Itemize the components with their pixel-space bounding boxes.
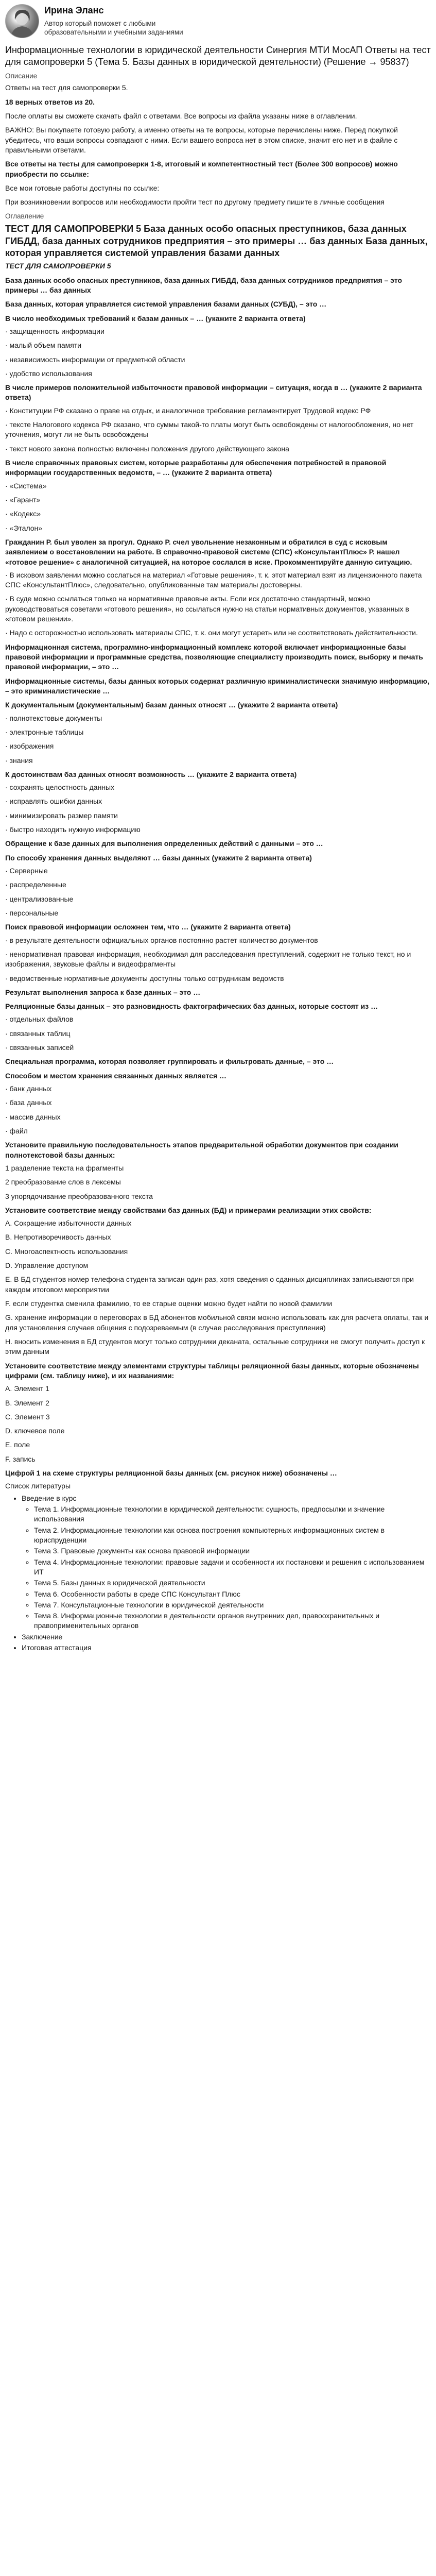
avatar[interactable] (5, 4, 39, 38)
answer-option: 1 разделение текста на фрагменты (5, 1163, 124, 1172)
question: Поиск правовой информации осложнен тем, что … (укажите 2 варианта ответа) (5, 923, 291, 931)
author-name[interactable]: Ирина Эланс (44, 5, 104, 15)
page-title: Информационные технологии в юридической деятельности Синергия МТИ МосАП Ответы на тест для самопроверки 5 (Тема 5. Базы данных в юридической деятельности) (Решение → 95837) (5, 45, 431, 67)
answer-option: · «Гарант» (5, 495, 41, 504)
question: Способом и местом хранения связанных данных является … (5, 1071, 227, 1080)
toc-item[interactable] (22, 1643, 431, 1653)
question: Установите правильную последовательность этапов предварительной обработки документов при создании полнотекстовой базы данных: (5, 1141, 398, 1159)
intro-paragraph: Все ответы на тесты для самопроверки 1-8, итоговый и компетентностный тест (Более 300 вопросов) можно приобрести по ссылке: (5, 160, 398, 178)
questions-section (5, 276, 431, 1479)
question: В числе справочных правовых систем, которые разработаны для обеспечения потребностей в правовой информации государственных ведомств, – … (укажите 2 варианта ответа) (5, 459, 387, 477)
answer-option: B. Непротиворечивость данных (5, 1233, 111, 1242)
intro-paragraph: После оплаты вы сможете скачать файл с ответами. Все вопросы из файла указаны ниже в оглавлении. (5, 112, 357, 121)
answer-option: · исправлять ошибки данных (5, 797, 102, 806)
answer-option: A. Сокращение избыточности данных (5, 1219, 132, 1228)
question: К достоинствам баз данных относят возможность … (укажите 2 варианта ответа) (5, 770, 297, 778)
toc-item-label: Итоговая аттестация (22, 1643, 92, 1652)
content-subheading: ТЕСТ ДЛЯ САМОПРОВЕРКИ 5 (5, 262, 111, 270)
question: База данных особо опасных преступников, база данных ГИБДД, база данных сотрудников предприятия – это примеры … баз данных (5, 276, 403, 294)
toc-subitem[interactable]: ◦ Тема 5. Базы данных в юридической деятельности (34, 1578, 431, 1588)
question: По способу хранения данных выделяют … базы данных (укажите 2 варианта ответа) (5, 853, 312, 862)
answer-option: B. Элемент 2 (5, 1398, 49, 1407)
answer-option: · ведомственные нормативные документы доступны только сотрудникам ведомств (5, 974, 284, 982)
answer-option: · «Система» (5, 481, 47, 490)
intro-paragraph: 18 верных ответов из 20. (5, 97, 95, 106)
answer-option: · «Эталон» (5, 523, 43, 532)
answer-option: · отдельных файлов (5, 1015, 74, 1024)
answer-option: A. Элемент 1 (5, 1384, 49, 1393)
answer-option: · связанных записей (5, 1043, 74, 1052)
intro-paragraph: Ответы на тест для самопроверки 5. (5, 83, 128, 92)
answer-option: · знания (5, 756, 33, 765)
answer-option: E. В БД студентов номер телефона студента записан один раз, хотя сведения о сданных дисциплинах записываются при каждом итоговом мероприятии (5, 1275, 414, 1294)
answer-option: G. хранение информации о переговорах в БД абонентов мобильной связи можно использовать как для расчета оплаты, так и для установления случаев общения с подозреваемым (в случае расследования преступления) (5, 1313, 429, 1332)
answer-option: · минимизировать размер памяти (5, 811, 118, 820)
answer-option: · малый объем памяти (5, 341, 82, 350)
toc-label: Список литературы (5, 1482, 71, 1490)
question: База данных, которая управляется системой управления базами данных (СУБД), – это … (5, 300, 327, 309)
toc-subitem[interactable]: ◦ Тема 3. Правовые документы как основа правовой информации (34, 1546, 431, 1556)
author-info (44, 4, 188, 37)
answer-option: · удобство использования (5, 369, 92, 378)
answer-option: · Серверные (5, 867, 48, 875)
answer-option: · сохранять целостность данных (5, 783, 115, 792)
answer-option: 2 преобразование слов в лексемы (5, 1178, 121, 1187)
answer-option: F. запись (5, 1454, 36, 1463)
question: Информационная система, программно-информационный комплекс которой включает информационные базы правовой информации и программные средства, позволяющие специалисту производить поиск, выборку и печать правовой информации, – это … (5, 642, 423, 671)
intro-section (5, 83, 431, 207)
toc-list (5, 1494, 431, 1653)
toc-subitem[interactable]: ◦ Тема 2. Информационные технологии как основа построения компьютерных информационных систем в юриспруденции (34, 1526, 431, 1546)
answer-option: · независимость информации от предметной области (5, 355, 185, 364)
question: В число необходимых требований к базам данных – … (укажите 2 варианта ответа) (5, 314, 306, 323)
question: В числе примеров положительной избыточности правовой информации – ситуация, когда в … (укажите 2 варианта ответа) (5, 383, 422, 402)
content-heading: ТЕСТ ДЛЯ САМОПРОВЕРКИ 5 База данных особо опасных преступников, база данных ГИБДД, база данных сотрудников предприятия – это примеры … баз данных База данных, которая управляется системой управления базами данных (5, 224, 428, 258)
answer-option: F. если студентка сменила фамилию, то ее старые оценки можно будет найти по новой фамилии (5, 1299, 333, 1308)
toc-subitem[interactable]: ◦ Тема 8. Информационные технологии в деятельности органов внутренних дел, правоохранительных и правоприменительных органов (34, 1611, 431, 1631)
question: Цифрой 1 на схеме структуры реляционной базы данных (см. рисунок ниже) обозначены … (5, 1469, 337, 1478)
question: Реляционные базы данных – это разновидность фактографических баз данных, которые состоят из … (5, 1002, 378, 1011)
answer-option: · база данных (5, 1098, 52, 1107)
answer-option: · защищенность информации (5, 327, 104, 335)
question: Специальная программа, которая позволяет группировать и фильтровать данные, – это … (5, 1057, 334, 1066)
answer-option: · текст нового закона полностью включены положения другого действующего закона (5, 444, 289, 453)
description-label: Описание (5, 72, 38, 80)
question: Гражданин Р. был уволен за прогул. Однако Р. счел увольнение незаконным и обратился в суд с исковым заявлением о восстановлении на работе. В справочно-правовой системе (СПС) «КонсультантПлюс» Р. нашел «готовое решение» с аналогичной ситуацией, на которое сослался в иске. Прокомментируйте данную ситуацию. (5, 537, 412, 566)
intro-paragraph: Все мои готовые работы доступны по ссылке: (5, 183, 160, 192)
toc-sublist (22, 1504, 431, 1631)
answer-option: C. Многоаспектность использования (5, 1247, 128, 1256)
answer-option: · в результате деятельности официальных органов постоянно растет количество документов (5, 936, 318, 944)
toc-item-label: Заключение (22, 1632, 63, 1641)
toc-subitem[interactable]: ◦ Тема 4. Информационные технологии: правовые задачи и особенности их постановки и решения с использованием ИТ (34, 1557, 431, 1578)
answer-option: 3 упорядочивание преобразованного текста (5, 1192, 153, 1200)
question: Информационные системы, базы данных которых содержат различную криминалистически значимую информацию, – это криминалистические … (5, 676, 429, 695)
toc-subitem[interactable]: ◦ Тема 6. Особенности работы в среде СПС Консультант Плюс (34, 1589, 431, 1599)
answer-option: · связанных таблиц (5, 1029, 71, 1038)
author-card (5, 4, 431, 38)
toc-item[interactable] (22, 1632, 431, 1642)
answer-option: D. ключевое поле (5, 1427, 65, 1435)
answer-option: C. Элемент 3 (5, 1412, 50, 1421)
answer-option: · Надо с осторожностью использовать материалы СПС, т. к. они могут устареть или не соответствовать действительности. (5, 629, 418, 637)
answer-option: · быстро находить нужную информацию (5, 825, 141, 834)
intro-paragraph: При возникновении вопросов или необходимости пройти тест по другому предмету пишите в личные сообщения (5, 198, 385, 207)
answer-option: · Конституции РФ сказано о праве на отдых, и аналогичное требование регламентирует Трудовой кодекс РФ (5, 406, 371, 415)
answer-option: · тексте Налогового кодекса РФ сказано, что суммы такой-то платы могут быть освобождены от налогообложения, но нет уточнения, могут ли не быть освобождены (5, 420, 414, 439)
avatar-portrait-icon (6, 5, 39, 38)
answer-option: · В суде можно ссылаться только на нормативные правовые акты. Если иск достаточно стандартный, можно руководствоваться советами «готового решения», но ссылаться нужно на статьи нормативных документов, указанных в «готовом решении». (5, 595, 409, 623)
toc-item-label: Введение в курс (22, 1494, 77, 1502)
toc-label-top: Оглавление (5, 212, 44, 220)
answer-option: · «Кодекс» (5, 510, 41, 518)
answer-option: · централизованные (5, 894, 74, 903)
answer-option: · В исковом заявлении можно сослаться на материал «Готовые решения», т. к. этот материал взят из лицензионного пакета СПС «КонсультантПлюс», следовательно, опубликованные там материалы достоверны. (5, 570, 422, 589)
answer-option: · распределенные (5, 880, 66, 889)
toc-item[interactable] (22, 1494, 431, 1631)
toc-subitem[interactable]: ◦ Тема 7. Консультационные технологии в юридической деятельности (34, 1600, 431, 1610)
intro-paragraph: ВАЖНО: Вы покупаете готовую работу, а именно ответы на те вопросы, которые перечислены ниже. Перед покупкой убедитесь, что ваши вопросы совпадают с ними. Если вашего вопроса нет в этом списке, значит его нет и в файле с правильными ответами. (5, 126, 398, 154)
answer-option: · ненормативная правовая информация, необходимая для расследования преступлений, содержит не только текст, но и изображения, звуковые файлы и видеофрагменты (5, 950, 411, 969)
answer-option: H. вносить изменения в БД студентов могут только сотрудники деканата, остальные сотрудники не смогут получить доступ к этим данным (5, 1337, 425, 1356)
question: Установите соответствие между свойствами баз данных (БД) и примерами реализации этих свойств: (5, 1206, 372, 1214)
question: Результат выполнения запроса к базе данных – это … (5, 988, 201, 996)
answer-option: D. Управление доступом (5, 1261, 89, 1270)
question: К документальным (документальным) базам данных относят … (укажите 2 варианта ответа) (5, 701, 338, 709)
answer-option: · банк данных (5, 1084, 52, 1093)
answer-option: · полнотекстовые документы (5, 714, 102, 722)
answer-option: · файл (5, 1126, 28, 1135)
answer-option: · изображения (5, 742, 54, 751)
answer-option: · массив данных (5, 1112, 61, 1121)
answer-option: · персональные (5, 908, 59, 917)
question: Обращение к базе данных для выполнения определенных действий с данными – это … (5, 839, 323, 848)
answer-option: · электронные таблицы (5, 727, 84, 736)
answer-option: E. поле (5, 1440, 30, 1449)
question: Установите соответствие между элементами структуры таблицы реляционной базы данных, которые обозначены цифрами (см. таблицу ниже), и их названиями: (5, 1361, 419, 1380)
author-description: Автор который поможет с любыми образовательными и учебными заданиями (44, 19, 183, 37)
toc-subitem[interactable]: ◦ Тема 1. Информационные технологии в юридической деятельности: сущность, предпосылки и значение использования (34, 1504, 431, 1524)
